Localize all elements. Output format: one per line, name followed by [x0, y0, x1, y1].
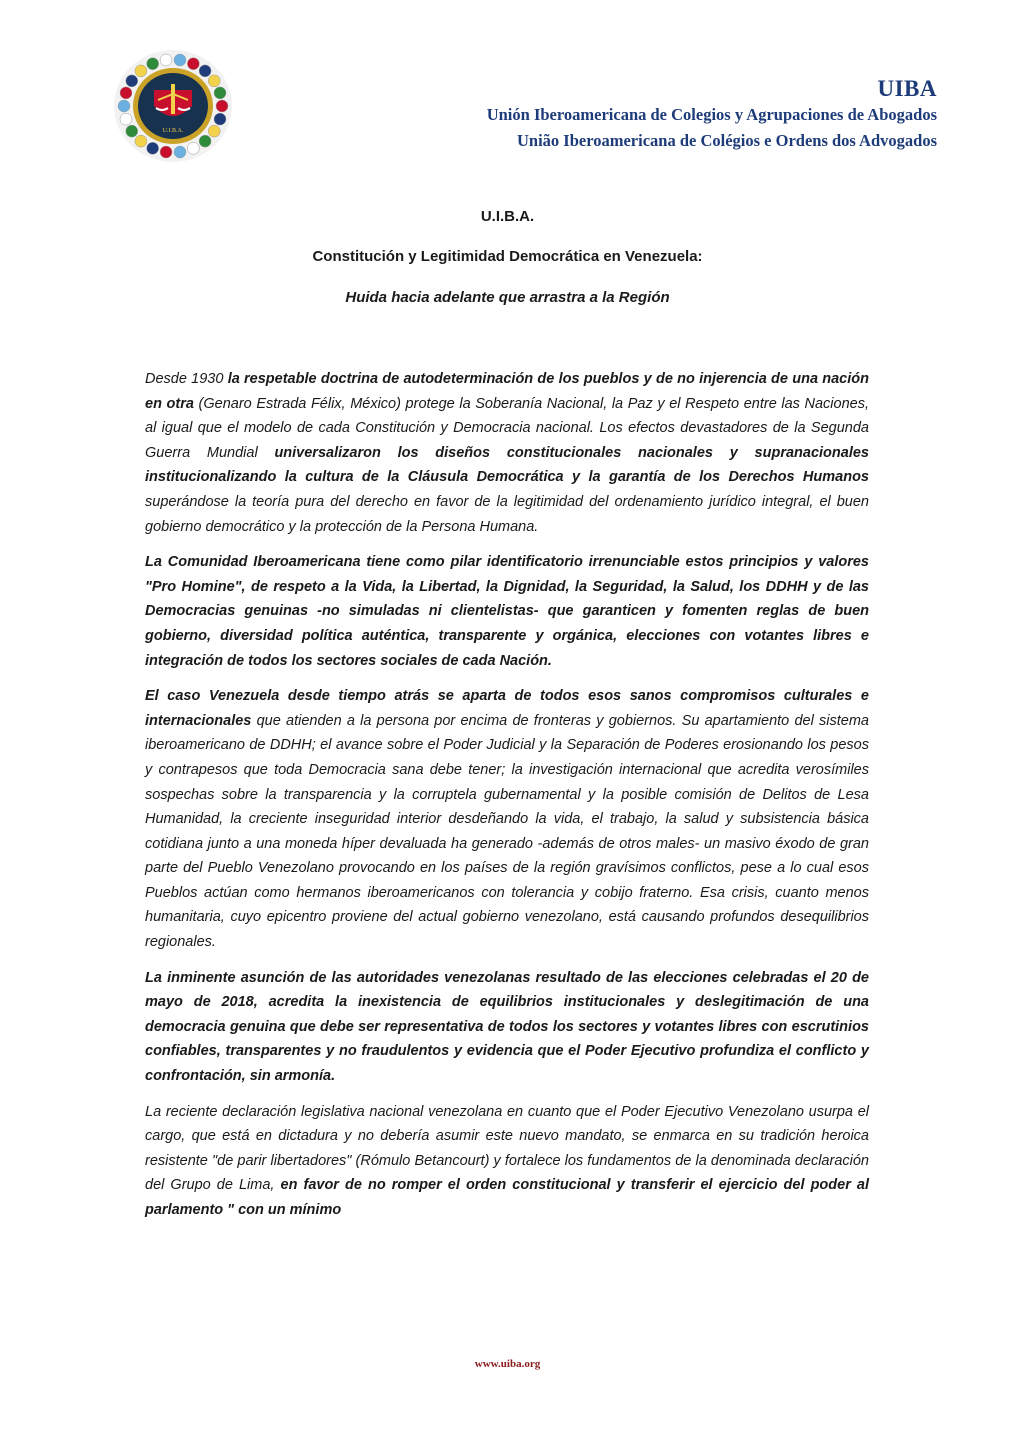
paragraph-3-text: que atienden a la persona por encima de fronteras y gobiernos. Su apartamiento del sistema iberoamericano de DDHH; el avance sobre el Poder Judicial y la Separación de Poderes erosionando los pesos y contrapesos que toda Democracia sana debe tener; la investigación internacional que acredita verosímiles sospechas sobre la transparencia y la corruptela gubernamental y la posible comisión de Delitos de Lesa Humanidad, la creciente inseguridad interior desdeñando la vida, el trabajo, la salud y subsistencia básica cotidiana junto a una moneda híper devaluada ha generado -además de otros males- un masivo éxodo de gran parte del Pueblo Venezolano provocando en los países de la región gravísimos conflictos, pese a lo cual esos Pueblos actúan como hermanos iberoamericanos con tolerancia y cobijo fraterno. Esa crisis, cuanto menos humanitaria, cuyo epicentro proviene del actual gobierno venezolano, está causando profundos desequilibrios regionales.	[145, 712, 869, 951]
paragraph-4: La inminente asunción de las autoridades venezolanas resultado de las elecciones celebradas el 20 de mayo de 2018, acredita la inexistencia de equilibrios institucionales y deslegitimación de una democracia genuina que debe ser representativa de todos los sectores y votantes libres con escrutinios confiables, transparentes y no fraudulentos y evidencia que el Poder Ejecutivo profundiza el conflicto y confrontación, sin armonía.	[145, 969, 869, 1085]
flag-icon	[187, 58, 199, 70]
paragraph-5-emphasis: en favor de no romper el orden constitucional y transferir el ejercicio del poder al parlamento " con un mínimo	[145, 1177, 869, 1218]
flag-icon	[208, 125, 220, 137]
flag-icon	[135, 135, 147, 147]
paragraph-5	[145, 1100, 869, 1223]
paragraph-3-emphasis: El caso Venezuela desde tiempo atrás se aparta de todos esos sanos compromisos culturales e internacionales	[145, 688, 869, 729]
document-title: Constitución y Legitimidad Democrática en Venezuela:	[312, 248, 703, 265]
document-body	[145, 367, 869, 1234]
flag-icon	[174, 54, 186, 66]
paragraph-1-emphasis: universalizaron los diseños constitucionales nacionales y supranacionales institucionalizando la cultura de la Cláusula Democrática y la garantía de los Derechos Humanos	[145, 444, 869, 486]
flag-icon	[135, 65, 147, 77]
flag-icon	[147, 58, 159, 70]
flag-icon	[160, 54, 172, 66]
flag-icon	[174, 146, 186, 158]
flag-icon	[216, 100, 228, 112]
paragraph-1-text: Desde 1930	[145, 371, 228, 387]
flag-icon	[199, 135, 211, 147]
flag-icon	[187, 142, 199, 154]
paragraph-5-text: La reciente declaración legislativa nacional venezolana en cuanto que el Poder Ejecutivo Venezolano usurpa el cargo, que está en dictadura y no debería asumir este nuevo mandato, se enmarca en su tradición heroica resistente "de parir libertadores" (Rómulo Betancourt) y fortalece los fundamentos de la denominada declaración del Grupo de Lima,	[145, 1103, 869, 1194]
flag-icon	[160, 146, 172, 158]
document-subtitle: Huida hacia adelante que arrastra a la Región	[345, 289, 670, 306]
paragraph-1-emphasis: la respetable doctrina de autodeterminación de los pueblos y de no injerencia de una nación en otra	[145, 371, 869, 412]
org-acronym: UIBA	[877, 76, 937, 101]
logo-text: U.I.B.A.	[162, 128, 184, 134]
flag-icon	[118, 100, 130, 112]
document-acronym: U.I.B.A.	[480, 208, 535, 225]
paragraph-1-text: superándose la teoría pura del derecho en favor de la legitimidad del ordenamiento jurídico integral, el buen gobierno democrático y la protección de la Persona Humana.	[145, 493, 869, 535]
paragraph-1-text: (Genaro Estrada Félix, México) protege la Soberanía Nacional, la Paz y el Respeto entre las Naciones, al igual que el modelo de cada Constitución y Democracia nacional. Los efectos devastadores de la Segunda Guerra Mundial	[145, 395, 870, 461]
flag-icon	[120, 113, 132, 125]
flag-icon	[147, 142, 159, 154]
flag-icon	[126, 125, 138, 137]
organization-header	[487, 76, 937, 154]
flag-icon	[126, 75, 138, 87]
flag-icon	[214, 87, 226, 99]
flag-icon	[120, 87, 132, 99]
flag-icon	[208, 75, 220, 87]
footer-website-link[interactable]: www.uiba.org	[474, 1358, 541, 1370]
flag-icon	[199, 65, 211, 77]
paragraph-2: La Comunidad Iberoamericana tiene como pilar identificatorio irrenunciable estos principios y valores "Pro Homine", de respeto a la Vida, la Libertad, la Dignidad, la Seguridad, la Salud, los DDHH y de las Democracias genuinas -no simuladas ni clientelistas- que garanticen y fomenten reglas de buen gobierno, diversidad política auténtica, transparente y orgánica, elecciones con votantes libres e integración de todos los sectores sociales de cada Nación.	[145, 554, 869, 669]
flag-icon	[214, 113, 226, 125]
logo-emblem-icon	[112, 48, 234, 164]
paragraph-1	[145, 367, 869, 539]
org-name-portuguese: União Iberoamericana de Colégios e Ordens dos Advogados	[516, 131, 937, 150]
uiba-logo	[112, 48, 234, 164]
paragraph-3	[145, 684, 869, 955]
org-name-spanish: Unión Iberoamericana de Colegios y Agrupaciones de Abogados	[486, 105, 937, 124]
